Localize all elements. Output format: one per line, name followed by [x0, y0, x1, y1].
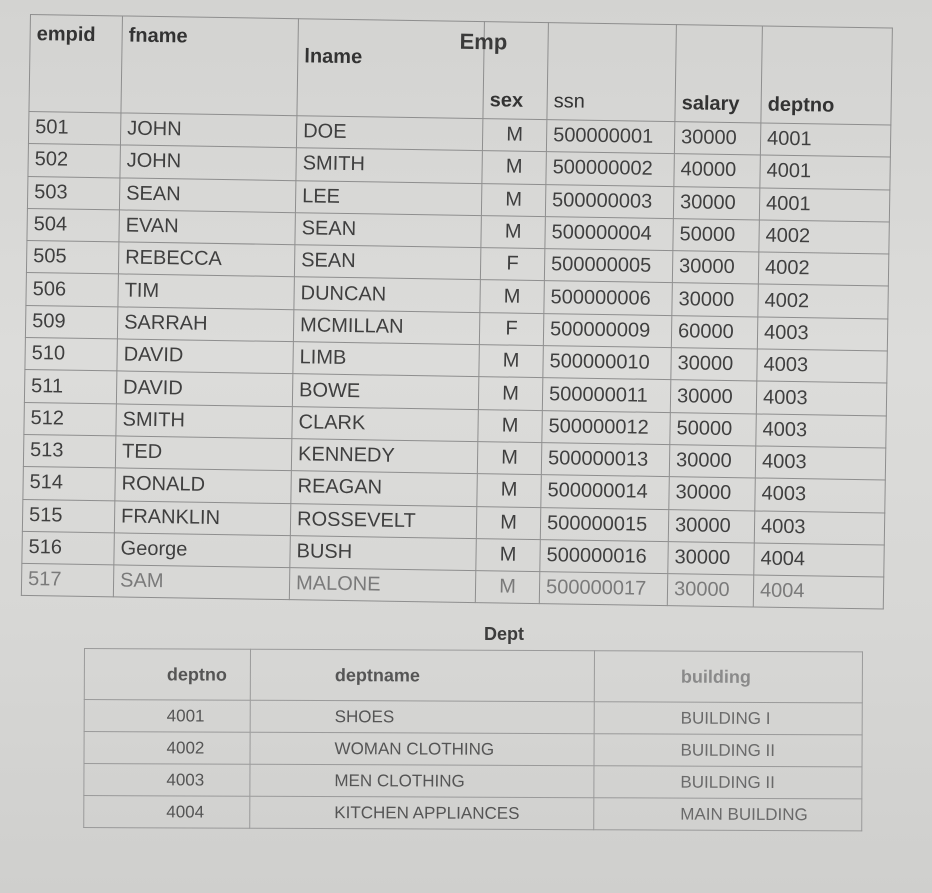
cell-lname: MCMILLAN [293, 309, 479, 344]
cell-deptno: 4002 [84, 732, 250, 765]
cell-deptno: 4003 [755, 478, 885, 512]
cell-ssn: 500000004 [545, 217, 673, 251]
cell-empid: 510 [25, 338, 117, 372]
table-row [84, 732, 862, 767]
cell-ssn: 500000015 [540, 507, 668, 541]
cell-fname: George [114, 533, 290, 568]
cell-sex: M [476, 506, 540, 539]
cell-lname: DOE [296, 116, 482, 151]
cell-lname: KENNEDY [291, 439, 477, 474]
cell-sex: M [481, 183, 545, 216]
cell-deptno: 4002 [758, 252, 888, 286]
cell-fname: TIM [118, 274, 294, 309]
cell-building: BUILDING I [594, 702, 862, 735]
cell-ssn: 500000005 [544, 249, 672, 283]
col-header-lname: lname [297, 19, 485, 119]
cell-lname: BOWE [292, 374, 478, 409]
cell-deptname: SHOES [250, 700, 594, 734]
cell-salary: 30000 [669, 445, 755, 479]
cell-sex: M [477, 442, 541, 475]
cell-deptno: 4003 [84, 764, 250, 797]
cell-fname: SMITH [116, 404, 292, 439]
cell-salary: 30000 [670, 380, 756, 414]
cell-lname: LIMB [293, 342, 479, 377]
cell-lname: LEE [295, 180, 481, 215]
cell-sex: M [477, 474, 541, 507]
cell-sex: F [480, 248, 544, 281]
cell-salary: 30000 [672, 251, 758, 285]
table-row [84, 796, 862, 831]
cell-salary: 30000 [672, 283, 758, 317]
col-header-deptno: deptno [84, 649, 250, 701]
cell-empid: 517 [21, 564, 113, 598]
cell-fname: EVAN [119, 210, 295, 245]
emp-table-body [21, 111, 891, 609]
cell-empid: 511 [24, 370, 116, 404]
cell-ssn: 500000002 [546, 152, 674, 186]
cell-ssn: 500000017 [539, 572, 667, 606]
cell-salary: 50000 [670, 412, 756, 446]
cell-ssn: 500000010 [543, 346, 671, 380]
cell-empid: 501 [28, 111, 120, 145]
dept-table [83, 648, 863, 831]
cell-salary: 40000 [674, 154, 760, 188]
cell-deptname: MEN CLOTHING [250, 764, 594, 798]
cell-fname: JOHN [120, 145, 296, 180]
cell-lname: BUSH [290, 536, 476, 571]
cell-sex: M [475, 571, 539, 604]
cell-fname: DAVID [116, 371, 292, 406]
cell-building: BUILDING II [594, 734, 862, 767]
cell-deptno: 4001 [760, 155, 890, 189]
cell-deptno: 4003 [756, 414, 886, 448]
cell-salary: 30000 [668, 509, 754, 543]
cell-sex: M [478, 377, 542, 410]
cell-sex: F [479, 312, 543, 345]
cell-fname: SARRAH [117, 307, 293, 342]
cell-fname: SAM [113, 565, 289, 600]
cell-lname: CLARK [292, 406, 478, 441]
cell-deptno: 4003 [757, 317, 887, 351]
cell-empid: 503 [27, 176, 119, 210]
cell-salary: 30000 [668, 541, 754, 575]
cell-fname: SEAN [119, 178, 295, 213]
cell-fname: RONALD [115, 468, 291, 503]
cell-empid: 515 [22, 499, 114, 533]
cell-sex: M [479, 345, 543, 378]
cell-salary: 60000 [671, 315, 757, 349]
cell-ssn: 500000009 [543, 313, 671, 347]
dept-table-body [84, 700, 863, 831]
cell-salary: 30000 [671, 348, 757, 382]
cell-sex: M [482, 151, 546, 184]
cell-salary: 30000 [673, 186, 759, 220]
cell-sex: M [478, 409, 542, 442]
col-header-ssn: ssn [547, 23, 677, 122]
cell-empid: 512 [24, 402, 116, 436]
col-header-sex: sex [483, 22, 549, 120]
cell-lname: DUNCAN [294, 277, 480, 312]
cell-ssn: 500000013 [541, 443, 669, 477]
cell-salary: 50000 [673, 219, 759, 253]
dept-table-title: Dept [484, 624, 524, 644]
cell-ssn: 500000016 [540, 539, 668, 573]
cell-deptno: 4002 [758, 284, 888, 318]
cell-deptno: 4003 [757, 349, 887, 383]
cell-lname: REAGAN [291, 471, 477, 506]
cell-fname: REBECCA [118, 242, 294, 277]
cell-lname: ROSSEVELT [290, 503, 476, 538]
cell-lname: SEAN [294, 245, 480, 280]
col-header-salary: salary [675, 25, 763, 123]
cell-deptno: 4001 [760, 123, 890, 157]
cell-ssn: 500000003 [545, 184, 673, 218]
cell-empid: 514 [23, 467, 115, 501]
emp-table-title: Emp [459, 28, 508, 55]
cell-empid: 516 [22, 531, 114, 565]
cell-deptno: 4001 [759, 188, 889, 222]
cell-deptno: 4001 [84, 700, 250, 733]
emp-table [21, 14, 893, 610]
cell-sex: M [480, 280, 544, 313]
cell-ssn: 500000001 [546, 120, 674, 154]
cell-sex: M [476, 538, 540, 571]
cell-ssn: 500000012 [542, 410, 670, 444]
cell-deptno: 4003 [755, 446, 885, 480]
cell-fname: FRANKLIN [114, 500, 290, 535]
cell-ssn: 500000006 [544, 281, 672, 315]
cell-deptno: 4004 [84, 796, 250, 829]
cell-empid: 513 [23, 434, 115, 468]
cell-ssn: 500000014 [541, 475, 669, 509]
cell-empid: 509 [25, 305, 117, 339]
cell-salary: 30000 [667, 574, 753, 608]
cell-salary: 30000 [669, 477, 755, 511]
cell-deptno: 4003 [754, 511, 884, 545]
cell-empid: 504 [27, 208, 119, 242]
col-header-empid: empid [29, 15, 123, 113]
cell-empid: 506 [26, 273, 118, 307]
cell-ssn: 500000011 [542, 378, 670, 412]
table-row [84, 764, 862, 799]
col-header-fname: fname [121, 16, 299, 116]
cell-deptno: 4004 [753, 575, 883, 609]
emp-table-section [21, 14, 895, 603]
col-header-deptname: deptname [250, 649, 594, 702]
cell-empid: 502 [28, 144, 120, 178]
cell-deptname: WOMAN CLOTHING [250, 732, 594, 766]
table-row [84, 700, 862, 735]
cell-lname: SMITH [296, 148, 482, 183]
cell-sex: M [482, 119, 546, 152]
col-header-building: building [594, 651, 862, 703]
cell-fname: TED [115, 436, 291, 471]
cell-deptno: 4002 [759, 220, 889, 254]
cell-fname: DAVID [117, 339, 293, 374]
cell-deptno: 4003 [756, 381, 886, 415]
cell-deptname: KITCHEN APPLIANCES [250, 796, 594, 830]
cell-building: BUILDING II [594, 766, 862, 799]
cell-lname: SEAN [295, 213, 481, 248]
cell-empid: 505 [26, 241, 118, 275]
dept-header-row [84, 649, 862, 703]
col-header-deptno: deptno [761, 26, 893, 125]
cell-lname: MALONE [289, 568, 475, 603]
cell-deptno: 4004 [754, 543, 884, 577]
cell-salary: 30000 [674, 122, 760, 156]
cell-sex: M [481, 216, 545, 249]
cell-building: MAIN BUILDING [594, 798, 862, 831]
cell-fname: JOHN [120, 113, 296, 148]
